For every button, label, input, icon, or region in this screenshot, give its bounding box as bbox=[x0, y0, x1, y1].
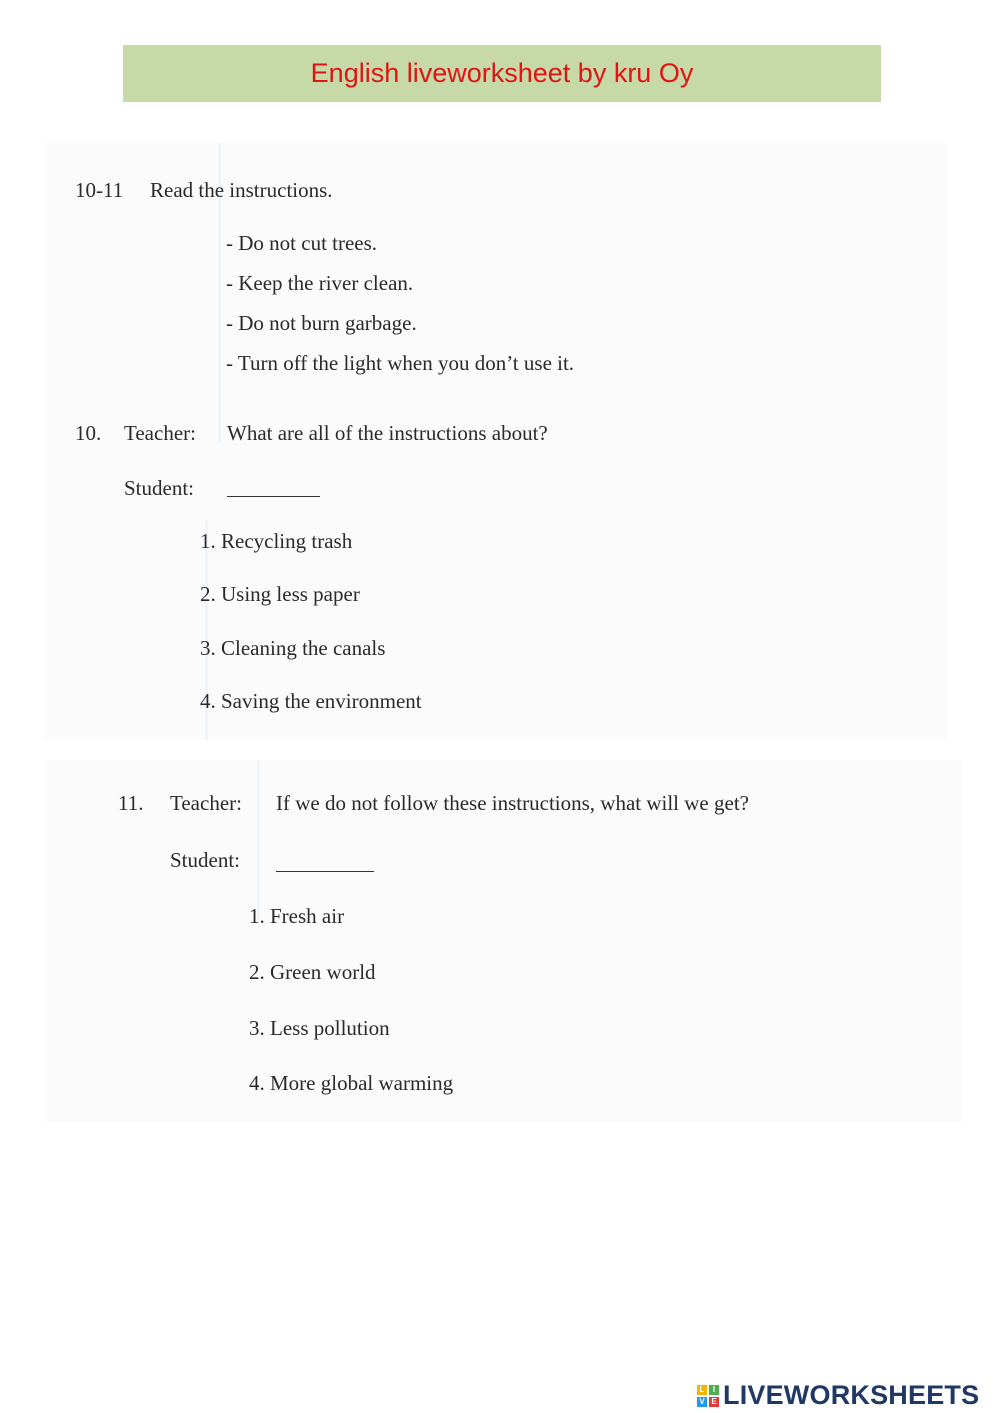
instruction-item: - Turn off the light when you don’t use it. bbox=[226, 351, 575, 375]
instruction-item: - Do not cut trees. bbox=[226, 231, 378, 255]
q11-option[interactable]: 2. Green world bbox=[249, 960, 376, 984]
q11-number: 11. bbox=[118, 791, 144, 815]
q10-question: What are all of the instructions about? bbox=[227, 421, 548, 445]
q10-answer-blank[interactable] bbox=[227, 496, 320, 497]
q11-option[interactable]: 1. Fresh air bbox=[249, 904, 345, 928]
liveworksheets-logo bbox=[697, 1380, 979, 1411]
q11-option[interactable]: 4. More global warming bbox=[249, 1071, 454, 1095]
logo-square: E bbox=[709, 1397, 719, 1407]
intro-text: Read the instructions. bbox=[150, 178, 333, 202]
intro-number: 10-11 bbox=[75, 178, 124, 202]
q11-teacher-label: Teacher: bbox=[170, 791, 242, 815]
q10-number: 10. bbox=[75, 421, 102, 445]
q10-option[interactable]: 1. Recycling trash bbox=[200, 529, 353, 553]
logo-text: LIVEWORKSHEETS bbox=[723, 1380, 980, 1410]
q10-option[interactable]: 3. Cleaning the canals bbox=[200, 636, 386, 660]
q11-option[interactable]: 3. Less pollution bbox=[249, 1016, 390, 1040]
q10-student-label: Student: bbox=[124, 476, 195, 500]
q10-option[interactable]: 2. Using less paper bbox=[200, 582, 360, 606]
q10-option[interactable]: 4. Saving the environment bbox=[200, 689, 422, 713]
instruction-item: - Keep the river clean. bbox=[226, 271, 414, 295]
worksheet-title: English liveworksheet by kru Oy bbox=[310, 58, 694, 88]
q11-question: If we do not follow these instructions, what will we get? bbox=[276, 791, 749, 815]
q10-teacher-label: Teacher: bbox=[124, 421, 196, 445]
title-banner bbox=[123, 45, 881, 102]
logo-square: I bbox=[709, 1385, 719, 1395]
logo-square: V bbox=[697, 1397, 707, 1407]
instruction-item: - Do not burn garbage. bbox=[226, 311, 417, 335]
logo-mark-icon bbox=[697, 1385, 719, 1407]
scan-artifact-line bbox=[257, 760, 260, 920]
logo-square: L bbox=[697, 1385, 707, 1395]
q11-answer-blank[interactable] bbox=[276, 871, 374, 872]
q11-student-label: Student: bbox=[170, 848, 241, 872]
